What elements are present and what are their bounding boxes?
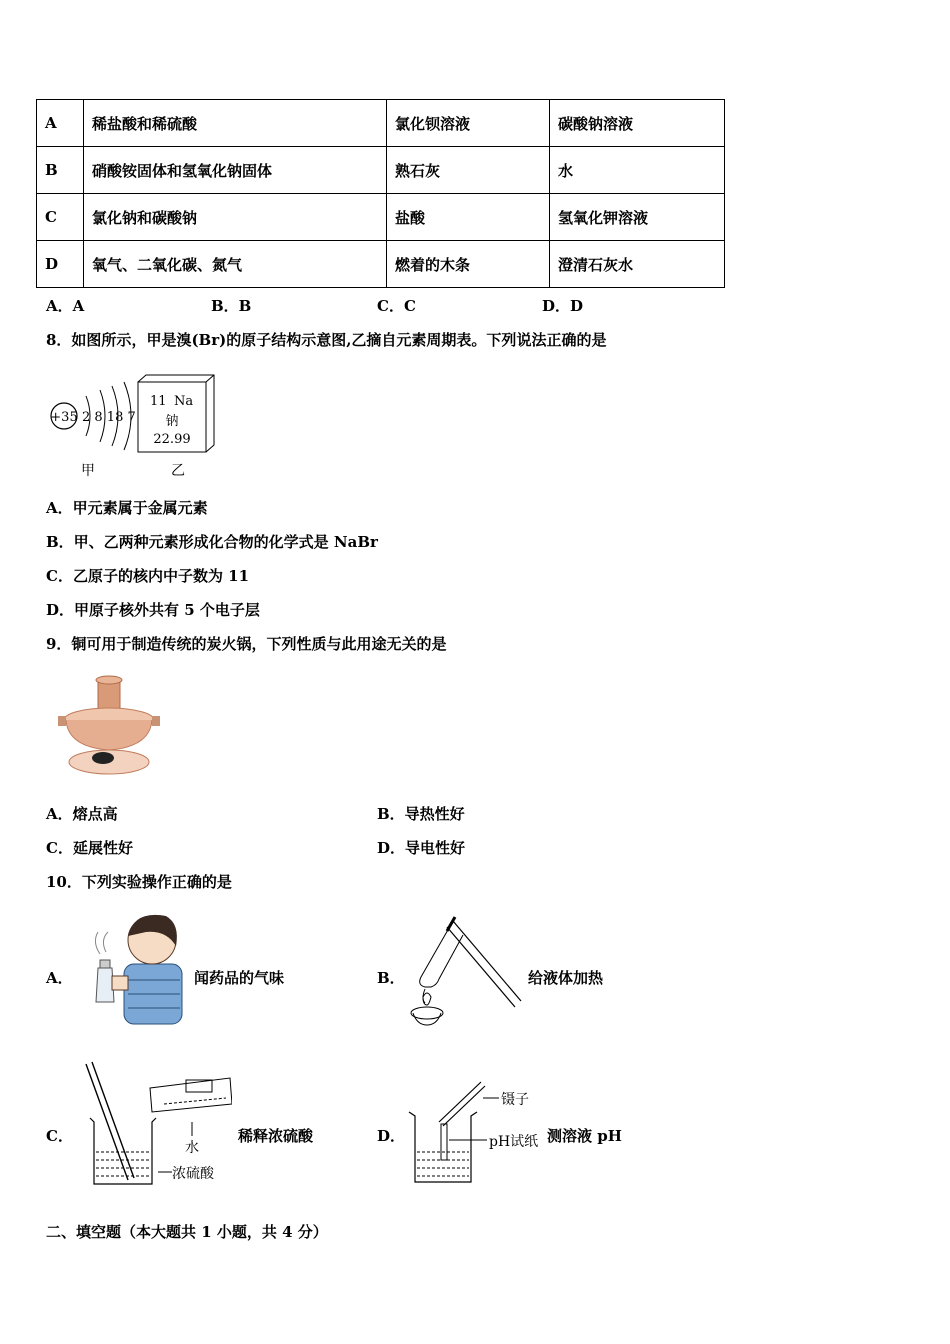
table-row — [37, 194, 725, 241]
table-cell: 氯化钡溶液 — [387, 100, 550, 147]
q10-option-a-caption: 闻药品的气味 — [194, 969, 285, 987]
q9-option-c[interactable]: C．延展性好 — [46, 839, 133, 857]
element-symbol: Na — [174, 394, 194, 409]
element-name: 钠 — [165, 414, 179, 429]
heat-liquid-illustration — [403, 915, 525, 1027]
q9-stem: 9．铜可用于制造传统的炭火锅，下列性质与此用途无关的是 — [46, 635, 447, 653]
atomic-number: 11 — [150, 394, 167, 409]
q7-choice-c[interactable]: C．C — [377, 297, 416, 315]
q9-option-a[interactable]: A．熔点高 — [46, 805, 118, 823]
q8-option-a[interactable]: A．甲元素属于金属元素 — [46, 499, 208, 517]
element-label: 乙 — [171, 463, 185, 479]
row-letter: A — [37, 100, 84, 147]
q7-choice-d[interactable]: D．D — [542, 297, 584, 315]
table-cell: 水 — [550, 147, 725, 194]
element-card — [138, 375, 214, 479]
row-letter: B — [37, 147, 84, 194]
q9-option-d[interactable]: D．导电性好 — [377, 839, 466, 857]
nucleus-charge: +35 — [50, 410, 78, 425]
atom-label: 甲 — [81, 463, 95, 479]
table-cell: 澄清石灰水 — [550, 241, 725, 288]
q9-option-b[interactable]: B．导热性好 — [377, 805, 465, 823]
table-cell: 氢氧化钾溶液 — [550, 194, 725, 241]
q7-choice-a[interactable]: A．A — [46, 297, 85, 315]
q10-option-b-letter[interactable]: B． — [377, 969, 405, 987]
water-label: 水 — [185, 1140, 199, 1156]
q8-option-c[interactable]: C．乙原子的核内中子数为 11 — [46, 567, 250, 585]
q10-stem: 10．下列实验操作正确的是 — [46, 873, 232, 891]
measure-ph-illustration — [405, 1078, 545, 1188]
table-row — [37, 241, 725, 288]
q10-option-d-caption: 测溶液 pH — [547, 1127, 622, 1145]
q10-option-c-caption: 稀释浓硫酸 — [238, 1127, 314, 1145]
table-cell: 燃着的木条 — [387, 241, 550, 288]
row-letter: D — [37, 241, 84, 288]
table-row — [37, 147, 725, 194]
q8-figure — [46, 370, 226, 485]
q8-stem: 8．如图所示，甲是溴(Br)的原子结构示意图,乙摘自元素周期表。下列说法正确的是 — [46, 331, 607, 349]
tweezers-label: 镊子 — [501, 1092, 529, 1108]
ph-paper-label: pH试纸 — [489, 1134, 539, 1150]
table-cell: 熟石灰 — [387, 147, 550, 194]
q10-option-a-letter[interactable]: A． — [46, 969, 73, 987]
conc-acid-label: 浓硫酸 — [172, 1166, 214, 1182]
table-cell: 稀盐酸和稀硫酸 — [84, 100, 387, 147]
smell-chemical-illustration — [76, 910, 188, 1028]
q7-choice-b[interactable]: B．B — [211, 297, 252, 315]
row-letter: C — [37, 194, 84, 241]
q8-option-d[interactable]: D．甲原子核外共有 5 个电子层 — [46, 601, 260, 619]
atom-structure-diagram — [50, 382, 135, 479]
table-cell: 氯化钠和碳酸钠 — [84, 194, 387, 241]
q10-option-c-letter[interactable]: C． — [46, 1127, 73, 1145]
q10-option-b-caption: 给液体加热 — [528, 969, 604, 987]
copper-hotpot-image — [58, 672, 173, 782]
electron-shells: 2 8 18 7 — [82, 410, 136, 425]
q7-options-table — [36, 99, 725, 288]
table-cell: 碳酸钠溶液 — [550, 100, 725, 147]
q8-option-b[interactable]: B．甲、乙两种元素形成化合物的化学式是 NaBr — [46, 533, 378, 551]
table-cell: 盐酸 — [387, 194, 550, 241]
atomic-mass: 22.99 — [153, 432, 191, 447]
q10-option-d-letter[interactable]: D． — [377, 1127, 406, 1145]
table-row — [37, 100, 725, 147]
table-cell: 硝酸铵固体和氢氧化钠固体 — [84, 147, 387, 194]
table-cell: 氧气、二氧化碳、氮气 — [84, 241, 387, 288]
dilute-acid-illustration — [80, 1060, 232, 1190]
section-2-title: 二、填空题（本大题共 1 小题，共 4 分） — [46, 1223, 328, 1241]
